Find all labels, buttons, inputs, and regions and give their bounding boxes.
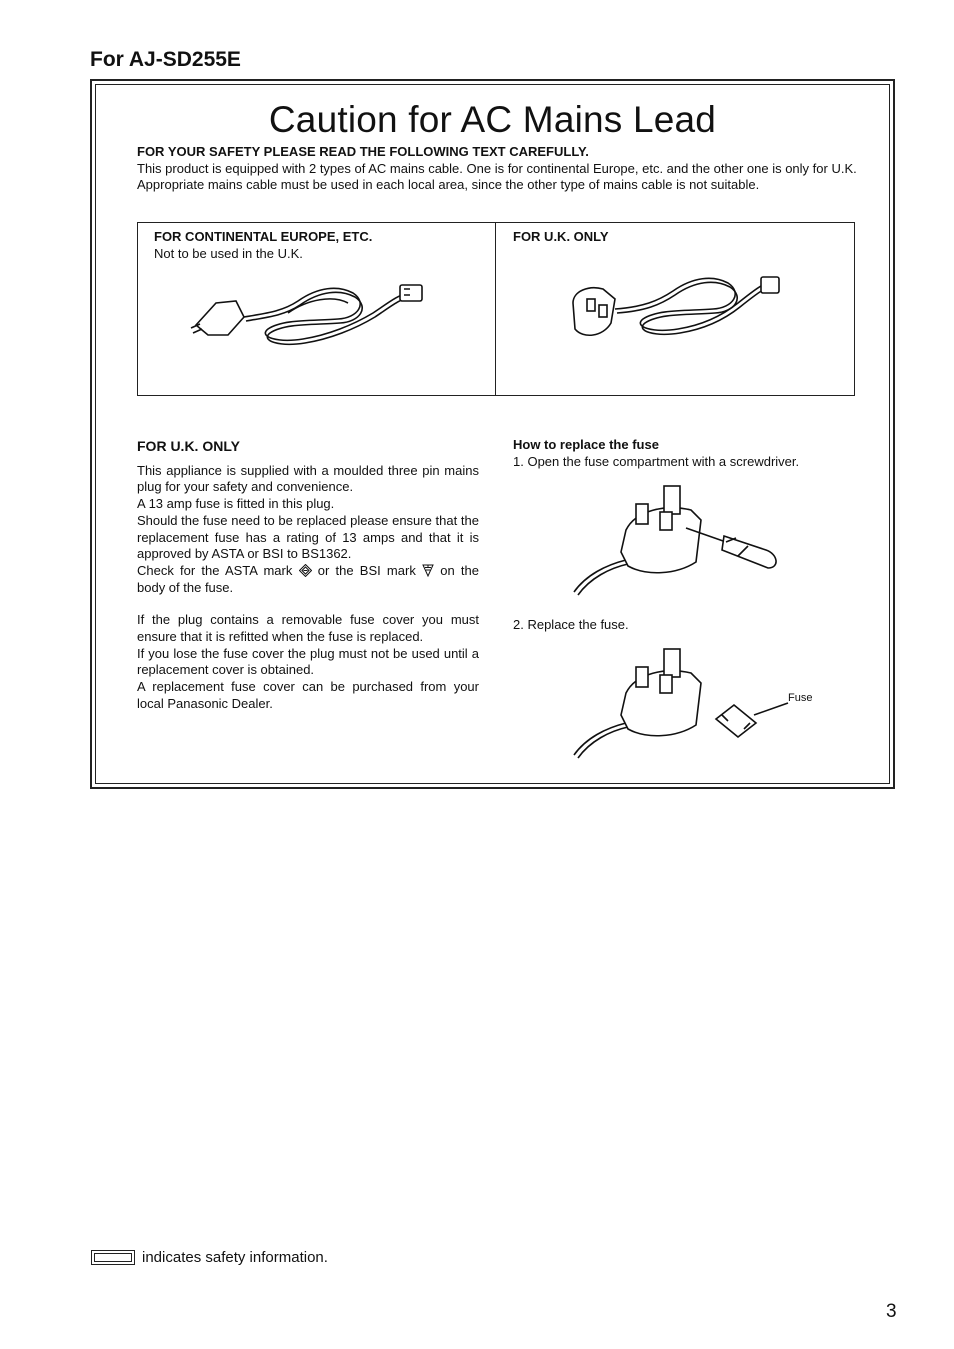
- safety-frame-icon: [91, 1250, 135, 1265]
- intro-line-2: Appropriate mains cable must be used in each local area, since the other type of mains cable is not suitable.: [137, 177, 760, 192]
- uk-safety-text: [137, 438, 479, 713]
- fuse-heading: How to replace the fuse: [513, 437, 659, 452]
- uk-para-7: A replacement fuse cover can be purchased from your local Panasonic Dealer.: [137, 679, 479, 711]
- intro-text: [137, 144, 857, 194]
- uk-para-2: A 13 amp fuse is fitted in this plug.: [137, 496, 335, 512]
- asta-mark-icon: [299, 564, 312, 577]
- uk-section-heading: FOR U.K. ONLY: [137, 438, 240, 454]
- caution-frame: [90, 79, 895, 789]
- fuse-instructions: [513, 436, 853, 470]
- uk-para-4: [137, 563, 479, 596]
- legend-text: indicates safety information.: [142, 1249, 328, 1266]
- uk-para-4c: on the body of the fuse.: [137, 562, 479, 595]
- cable-types-table: [137, 222, 855, 396]
- page-title: Caution for AC Mains Lead: [268, 99, 717, 140]
- intro-line-1: This product is equipped with 2 types of AC mains cable. One is for continental Europe, etc. and the other one is only for U.K.: [137, 160, 857, 176]
- intro-heading: FOR YOUR SAFETY PLEASE READ THE FOLLOWING TEXT CAREFULLY.: [137, 144, 589, 159]
- safety-legend: [91, 1249, 328, 1266]
- page-number: 3: [886, 1301, 897, 1322]
- uk-para-1: This appliance is supplied with a moulded three pin mains plug for your safety and convenience.: [137, 462, 479, 495]
- uk-para-6: If you lose the fuse cover the plug must not be used until a replacement cover is obtained.: [137, 645, 479, 678]
- uk-cable-label: FOR U.K. ONLY: [513, 229, 609, 244]
- europe-cable-illustration: [188, 273, 428, 353]
- uk-para-4a: Check for the ASTA mark: [137, 562, 293, 578]
- fuse-step-1: 1. Open the fuse compartment with a screwdriver.: [513, 454, 800, 469]
- fuse-step-2: 2. Replace the fuse.: [513, 617, 629, 632]
- uk-para-3: Should the fuse need to be replaced please ensure that the replacement fuse has a rating of 13 amps and that it is approved by ASTA or BSI to BS1362.: [137, 512, 479, 562]
- plug-fuse-illustration: [566, 643, 796, 763]
- fuse-callout-label: Fuse: [788, 692, 813, 704]
- uk-para-4b: or the BSI mark: [317, 562, 416, 578]
- plug-screwdriver-illustration: [566, 480, 801, 600]
- europe-cable-note: Not to be used in the U.K.: [154, 246, 303, 261]
- europe-cable-label: FOR CONTINENTAL EUROPE, ETC.: [154, 229, 373, 244]
- uk-para-5: If the plug contains a removable fuse cover you must ensure that it is refitted when the fuse is replaced.: [137, 612, 479, 645]
- model-heading: For AJ-SD255E: [90, 48, 241, 71]
- uk-cable-illustration: [563, 263, 783, 353]
- bsi-mark-icon: [422, 564, 434, 577]
